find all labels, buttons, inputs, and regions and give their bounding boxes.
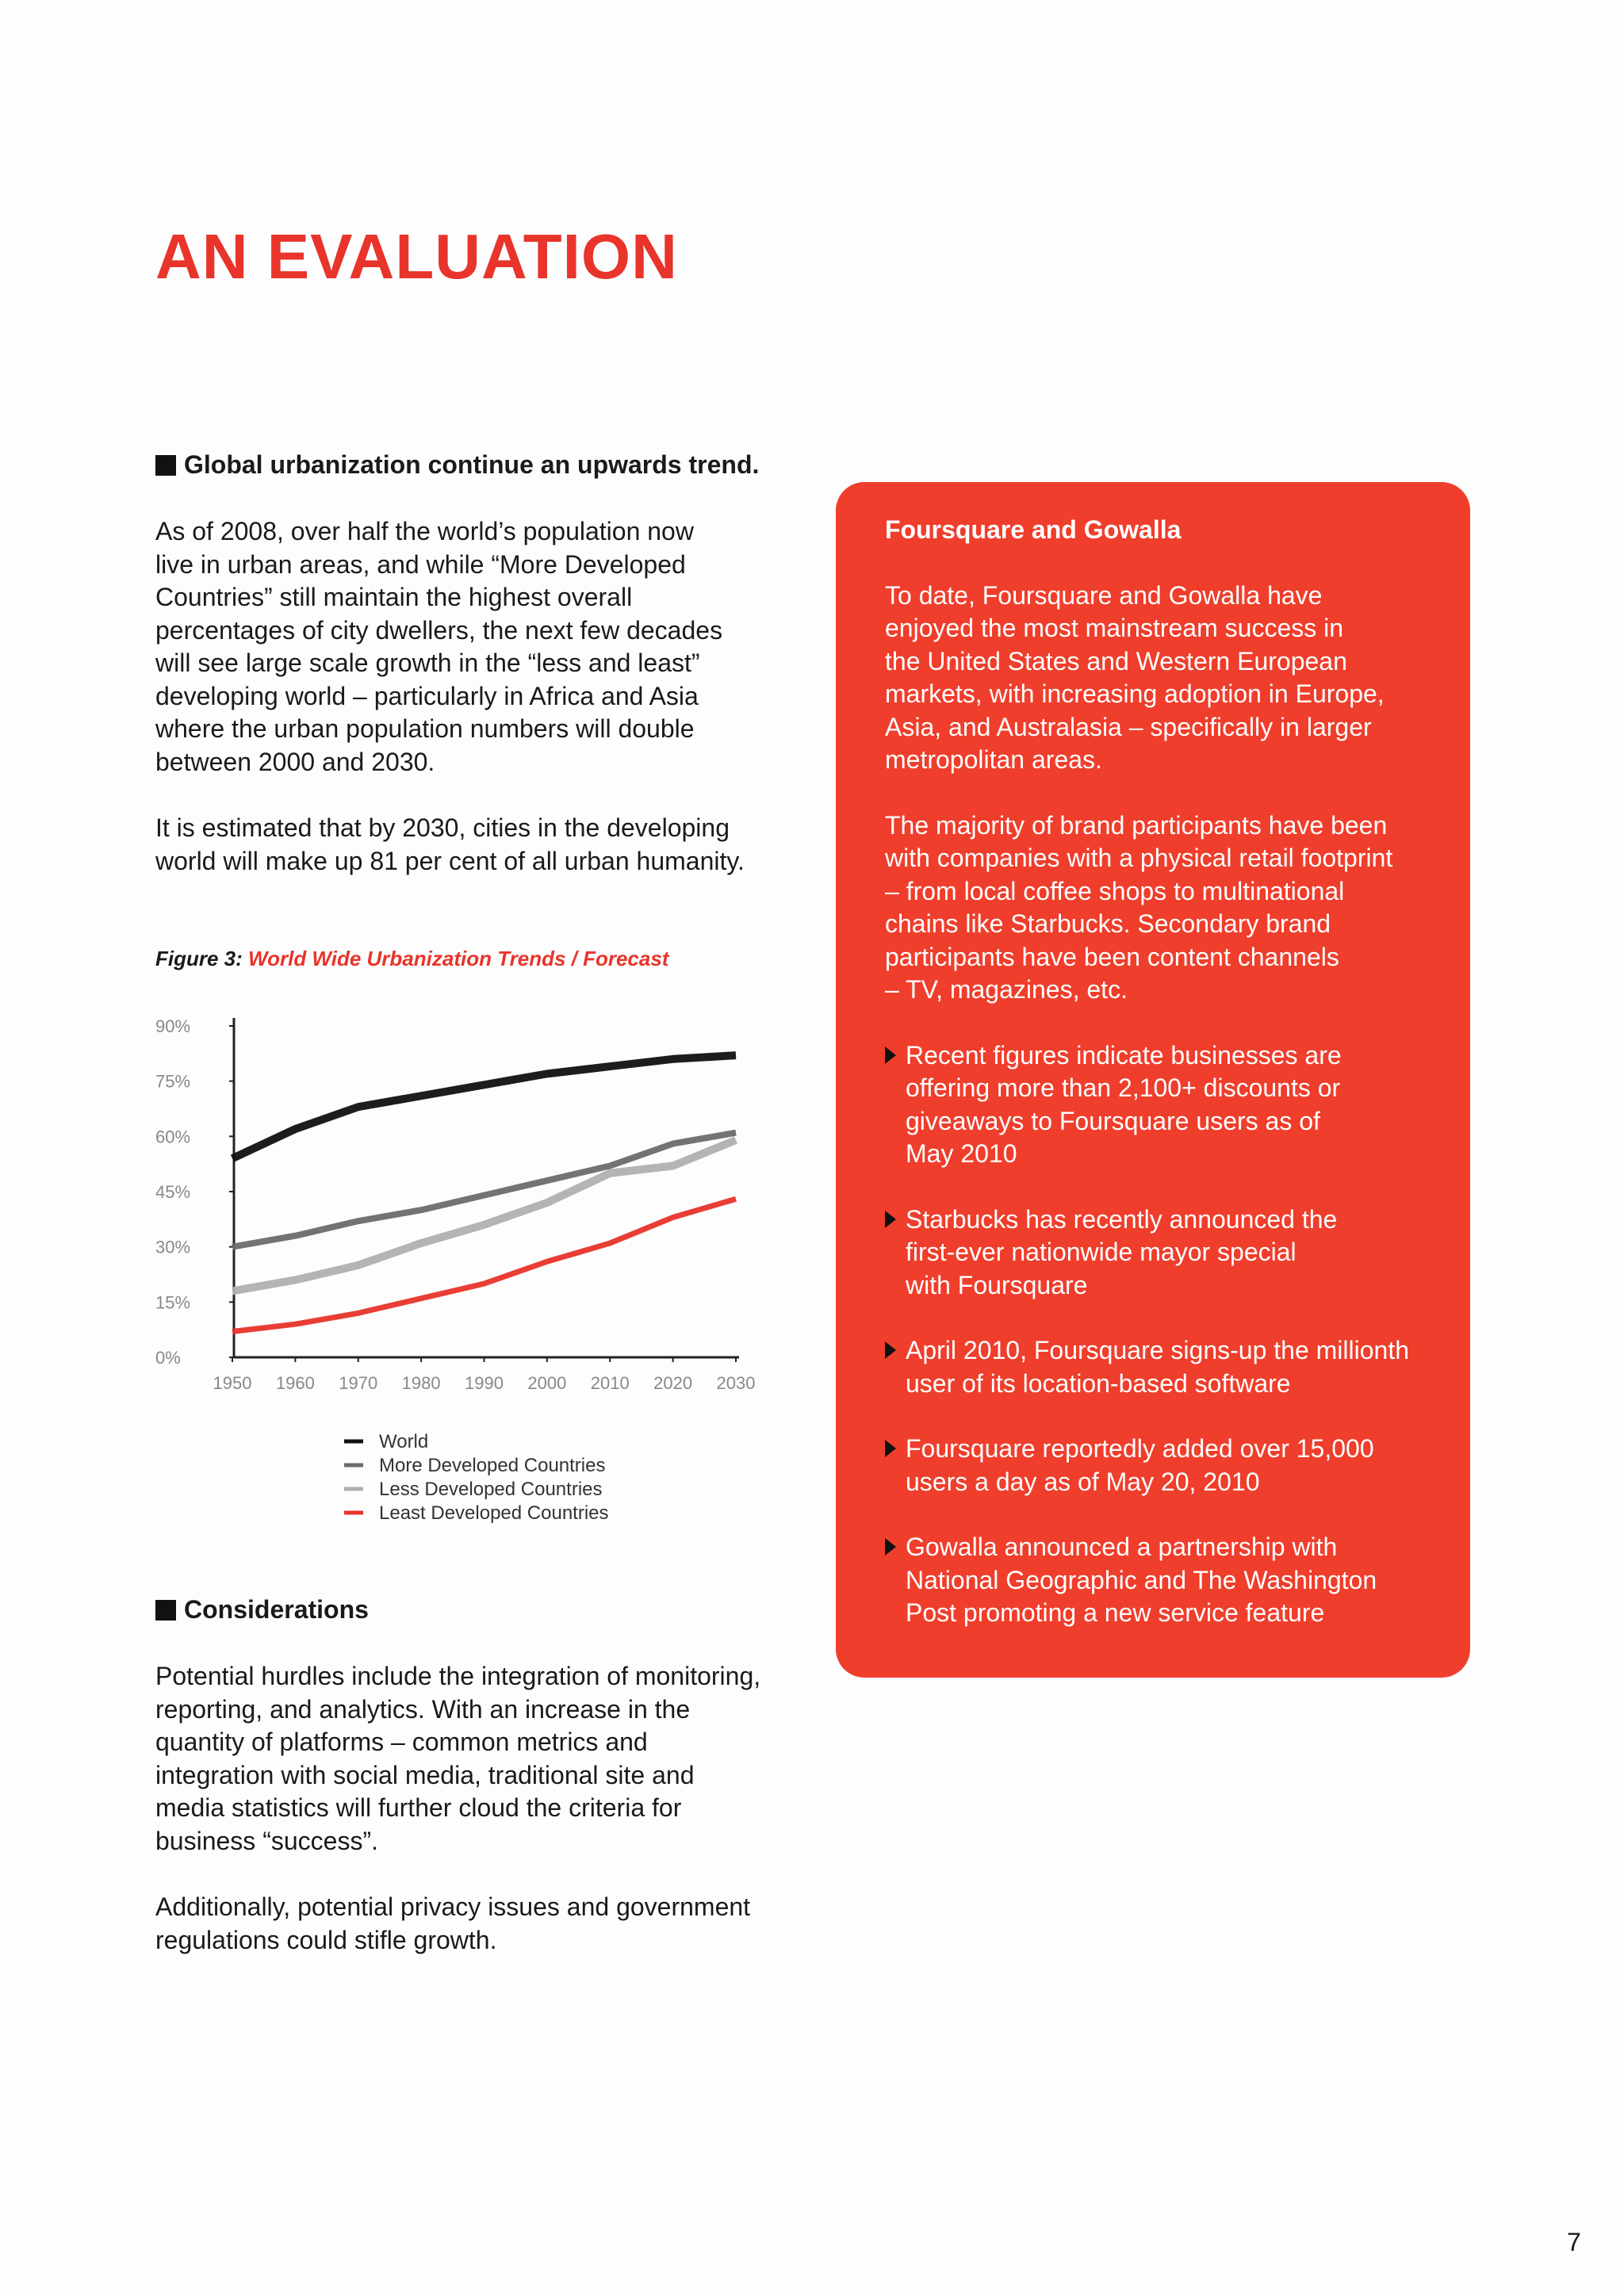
text-line: with Foursquare — [906, 1270, 1088, 1299]
triangle-bullet-icon — [885, 1211, 896, 1228]
text-line: Starbucks has recently announced the — [906, 1204, 1338, 1234]
series-line-0 — [232, 1055, 736, 1158]
bullet-text — [906, 1433, 1374, 1498]
panel-bullet — [885, 1334, 1440, 1400]
x-tick-label: 2010 — [590, 1373, 630, 1393]
panel-bullet-list — [885, 1007, 1440, 1630]
triangle-bullet-icon — [885, 1341, 896, 1359]
square-bullet-icon — [155, 1600, 176, 1621]
text-line: metropolitan areas. — [885, 745, 1102, 774]
text-line: National Geographic and The Washington — [906, 1565, 1377, 1594]
text-line: world will make up 81 per cent of all urban humanity. — [155, 846, 745, 875]
text-line: users a day as of May 20, 2010 — [906, 1467, 1260, 1496]
urbanization-chart — [127, 999, 777, 1538]
triangle-bullet-icon — [885, 1538, 896, 1556]
text-line: regulations could stifle growth. — [155, 1925, 497, 1954]
text-line: May 2010 — [906, 1139, 1017, 1168]
text-line: Foursquare reportedly added over 15,000 — [906, 1434, 1374, 1463]
paragraph — [155, 812, 798, 878]
panel-title: Foursquare and Gowalla — [885, 515, 1182, 544]
x-tick-label: 1970 — [339, 1373, 378, 1393]
paragraph — [155, 1660, 798, 1858]
square-bullet-icon — [155, 455, 176, 476]
section-urbanization — [155, 450, 798, 480]
text-line: user of its location-based software — [906, 1368, 1291, 1398]
text-line: The majority of brand participants have been — [885, 810, 1388, 840]
text-line: markets, with increasing adoption in Europe, — [885, 679, 1385, 708]
figure-title: World Wide Urbanization Trends / Forecast — [248, 947, 669, 970]
text-line: – from local coffee shops to multinational — [885, 876, 1345, 905]
text-line: live in urban areas, and while “More Developed — [155, 549, 686, 579]
legend-label: Least Developed Countries — [379, 1502, 609, 1524]
panel-paragraph-1 — [885, 580, 1440, 777]
paragraph — [155, 1891, 798, 1957]
text-line: enjoyed the most mainstream success in — [885, 614, 1344, 642]
text-line: April 2010, Foursquare signs-up the millionth — [906, 1336, 1409, 1364]
text-line: giveaways to Foursquare users as of — [906, 1106, 1320, 1135]
x-tick-label: 1980 — [401, 1373, 441, 1393]
text-line: with companies with a physical retail footprint — [885, 844, 1393, 872]
text-line: It is estimated that by 2030, cities in the developing — [155, 813, 730, 842]
text-line: percentages of city dwellers, the next few decades — [155, 615, 723, 645]
text-line: between 2000 and 2030. — [155, 747, 435, 776]
text-line: first-ever nationwide mayor special — [906, 1238, 1297, 1266]
panel-bullet — [885, 1433, 1440, 1498]
foursquare-gowalla-panel — [836, 482, 1470, 1678]
text-line: offering more than 2,100+ discounts or — [906, 1073, 1341, 1102]
text-line: chains like Starbucks. Secondary brand — [885, 909, 1331, 938]
text-line: developing world – particularly in Africa and Asia — [155, 681, 699, 710]
x-tick-label: 1960 — [275, 1373, 315, 1393]
y-tick-label: 75% — [155, 1071, 191, 1092]
text-line: where the urban population numbers will double — [155, 714, 695, 743]
text-line: Countries” still maintain the highest overall — [155, 583, 633, 611]
text-line: Recent figures indicate businesses are — [906, 1040, 1342, 1070]
x-tick-label: 2030 — [716, 1373, 756, 1393]
text-line: As of 2008, over half the world’s population now — [155, 517, 694, 545]
panel-bullet — [885, 1531, 1440, 1630]
page-title: AN EVALUATION — [155, 221, 678, 292]
bullet-text — [906, 1531, 1377, 1630]
figure-caption — [155, 947, 668, 971]
text-line: To date, Foursquare and Gowalla have — [885, 580, 1323, 610]
panel-bullet — [885, 1203, 1440, 1303]
x-tick-label: 1950 — [213, 1373, 252, 1393]
y-tick-label: 60% — [155, 1127, 191, 1147]
paragraph — [155, 515, 798, 779]
legend-label: Less Developed Countries — [379, 1479, 603, 1500]
panel-bullet — [885, 1039, 1440, 1171]
y-tick-label: 30% — [155, 1237, 191, 1257]
paragraph — [885, 580, 1440, 777]
text-line: Asia, and Australasia – specifically in larger — [885, 712, 1372, 741]
y-tick-label: 15% — [155, 1292, 191, 1313]
panel-paragraph-2 — [885, 809, 1440, 1007]
series-line-2 — [232, 1140, 736, 1291]
text-line: the United States and Western European — [885, 646, 1347, 675]
bullet-text — [906, 1039, 1342, 1171]
text-line: business “success”. — [155, 1826, 378, 1855]
legend-label: More Developed Countries — [379, 1455, 606, 1476]
x-tick-label: 2020 — [653, 1373, 693, 1393]
text-line: Post promoting a new service feature — [906, 1598, 1325, 1627]
y-tick-label: 90% — [155, 1016, 191, 1036]
considerations-paragraph-2 — [155, 1891, 798, 1957]
legend-label: World — [379, 1431, 429, 1452]
figure-label: Figure 3: — [155, 947, 243, 970]
bullet-text — [906, 1334, 1409, 1400]
series-line-3 — [232, 1199, 736, 1331]
text-line: integration with social media, traditional site and — [155, 1760, 695, 1789]
text-line: reporting, and analytics. With an increase in the — [155, 1694, 691, 1724]
panel-content — [885, 514, 1440, 1630]
y-tick-label: 45% — [155, 1182, 191, 1202]
text-line: quantity of platforms – common metrics and — [155, 1728, 648, 1756]
urbanization-paragraph-1 — [155, 515, 798, 779]
triangle-bullet-icon — [885, 1047, 896, 1064]
section-considerations — [155, 1595, 798, 1624]
text-line: Potential hurdles include the integration of monitoring, — [155, 1662, 761, 1690]
text-line: participants have been content channels — [885, 942, 1339, 971]
section-heading — [155, 450, 798, 480]
text-line: – TV, magazines, etc. — [885, 975, 1128, 1004]
bullet-text — [906, 1203, 1337, 1303]
x-tick-label: 1990 — [465, 1373, 504, 1393]
x-tick-label: 2000 — [527, 1373, 567, 1393]
paragraph — [885, 809, 1440, 1007]
text-line: will see large scale growth in the “less and least” — [155, 649, 700, 677]
urbanization-paragraph-2 — [155, 812, 798, 878]
page-number: 7 — [1567, 2228, 1581, 2256]
series-line-1 — [232, 1133, 736, 1247]
considerations-paragraph-1 — [155, 1660, 798, 1858]
triangle-bullet-icon — [885, 1440, 896, 1457]
considerations-heading — [155, 1595, 798, 1624]
y-tick-label: 0% — [155, 1348, 181, 1368]
considerations-heading-text: Considerations — [184, 1595, 369, 1624]
text-line: Gowalla announced a partnership with — [906, 1533, 1338, 1561]
text-line: media statistics will further cloud the criteria for — [155, 1793, 682, 1822]
text-line: Additionally, potential privacy issues and government — [155, 1892, 751, 1921]
section-heading-text: Global urbanization continue an upwards trend. — [184, 450, 760, 479]
